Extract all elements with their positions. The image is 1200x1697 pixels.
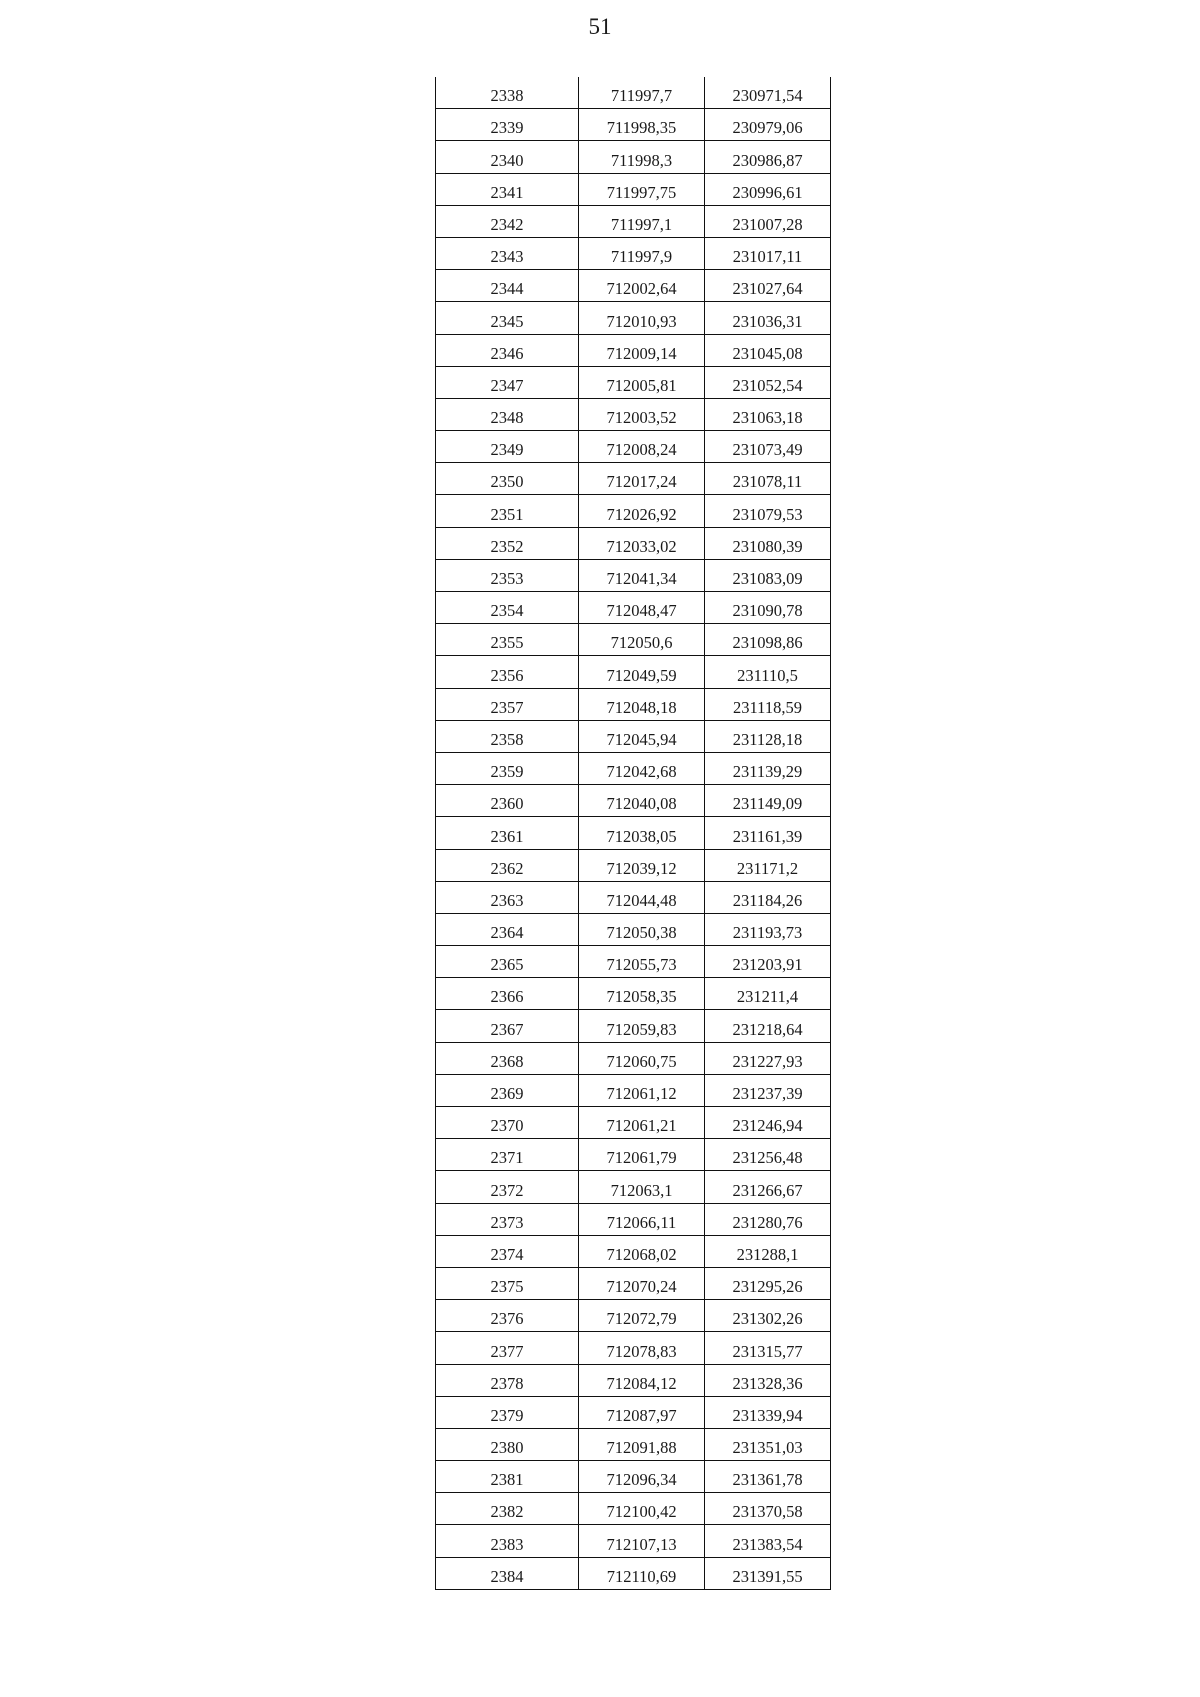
point-number-cell: 2355 <box>436 624 579 656</box>
y-coordinate-cell: 231302,26 <box>705 1300 831 1332</box>
table-row <box>436 1557 831 1589</box>
point-number-cell: 2348 <box>436 398 579 430</box>
y-coordinate-cell: 231139,29 <box>705 752 831 784</box>
point-number-cell: 2361 <box>436 817 579 849</box>
x-coordinate-cell: 712040,08 <box>579 785 705 817</box>
table-row <box>436 946 831 978</box>
point-number-cell: 2375 <box>436 1267 579 1299</box>
table-row <box>436 1235 831 1267</box>
x-coordinate-cell: 712061,12 <box>579 1074 705 1106</box>
table-row <box>436 431 831 463</box>
y-coordinate-cell: 230971,54 <box>705 77 831 109</box>
point-number-cell: 2368 <box>436 1042 579 1074</box>
table-row <box>436 1396 831 1428</box>
table-row <box>436 1493 831 1525</box>
x-coordinate-cell: 712005,81 <box>579 366 705 398</box>
point-number-cell: 2384 <box>436 1557 579 1589</box>
table-row <box>436 205 831 237</box>
table-row <box>436 720 831 752</box>
table-row <box>436 1042 831 1074</box>
point-number-cell: 2356 <box>436 656 579 688</box>
y-coordinate-cell: 230979,06 <box>705 109 831 141</box>
point-number-cell: 2351 <box>436 495 579 527</box>
y-coordinate-cell: 231211,4 <box>705 978 831 1010</box>
table-row <box>436 1300 831 1332</box>
y-coordinate-cell: 230996,61 <box>705 173 831 205</box>
x-coordinate-cell: 712038,05 <box>579 817 705 849</box>
point-number-cell: 2347 <box>436 366 579 398</box>
x-coordinate-cell: 712084,12 <box>579 1364 705 1396</box>
point-number-cell: 2341 <box>436 173 579 205</box>
table-row <box>436 463 831 495</box>
x-coordinate-cell: 712066,11 <box>579 1203 705 1235</box>
y-coordinate-cell: 231171,2 <box>705 849 831 881</box>
y-coordinate-cell: 231080,39 <box>705 527 831 559</box>
y-coordinate-cell: 231184,26 <box>705 881 831 913</box>
table-row <box>436 527 831 559</box>
x-coordinate-cell: 712061,79 <box>579 1139 705 1171</box>
x-coordinate-cell: 712087,97 <box>579 1396 705 1428</box>
x-coordinate-cell: 711997,9 <box>579 237 705 269</box>
x-coordinate-cell: 712096,34 <box>579 1461 705 1493</box>
y-coordinate-cell: 231052,54 <box>705 366 831 398</box>
point-number-cell: 2360 <box>436 785 579 817</box>
x-coordinate-cell: 712110,69 <box>579 1557 705 1589</box>
table-row <box>436 302 831 334</box>
y-coordinate-cell: 231090,78 <box>705 592 831 624</box>
y-coordinate-cell: 231193,73 <box>705 913 831 945</box>
point-number-cell: 2349 <box>436 431 579 463</box>
coordinates-table <box>435 77 831 1590</box>
table-row <box>436 913 831 945</box>
table-row <box>436 1364 831 1396</box>
x-coordinate-cell: 712048,18 <box>579 688 705 720</box>
point-number-cell: 2363 <box>436 881 579 913</box>
table-row <box>436 77 831 109</box>
point-number-cell: 2366 <box>436 978 579 1010</box>
x-coordinate-cell: 711997,7 <box>579 77 705 109</box>
x-coordinate-cell: 712033,02 <box>579 527 705 559</box>
x-coordinate-cell: 712050,6 <box>579 624 705 656</box>
y-coordinate-cell: 231063,18 <box>705 398 831 430</box>
table-row <box>436 559 831 591</box>
x-coordinate-cell: 711998,3 <box>579 141 705 173</box>
x-coordinate-cell: 712010,93 <box>579 302 705 334</box>
x-coordinate-cell: 712041,34 <box>579 559 705 591</box>
y-coordinate-cell: 231007,28 <box>705 205 831 237</box>
table-row <box>436 1074 831 1106</box>
x-coordinate-cell: 712058,35 <box>579 978 705 1010</box>
y-coordinate-cell: 231391,55 <box>705 1557 831 1589</box>
point-number-cell: 2354 <box>436 592 579 624</box>
table-row <box>436 1267 831 1299</box>
y-coordinate-cell: 230986,87 <box>705 141 831 173</box>
y-coordinate-cell: 231227,93 <box>705 1042 831 1074</box>
x-coordinate-cell: 712050,38 <box>579 913 705 945</box>
table-row <box>436 881 831 913</box>
x-coordinate-cell: 711998,35 <box>579 109 705 141</box>
y-coordinate-cell: 231073,49 <box>705 431 831 463</box>
y-coordinate-cell: 231370,58 <box>705 1493 831 1525</box>
table-row <box>436 141 831 173</box>
table-row <box>436 270 831 302</box>
table-row <box>436 334 831 366</box>
x-coordinate-cell: 712100,42 <box>579 1493 705 1525</box>
table-row <box>436 1525 831 1557</box>
y-coordinate-cell: 231266,67 <box>705 1171 831 1203</box>
point-number-cell: 2376 <box>436 1300 579 1332</box>
x-coordinate-cell: 712008,24 <box>579 431 705 463</box>
x-coordinate-cell: 712091,88 <box>579 1428 705 1460</box>
y-coordinate-cell: 231237,39 <box>705 1074 831 1106</box>
table-row <box>436 592 831 624</box>
x-coordinate-cell: 712072,79 <box>579 1300 705 1332</box>
table-row <box>436 1010 831 1042</box>
y-coordinate-cell: 231078,11 <box>705 463 831 495</box>
point-number-cell: 2350 <box>436 463 579 495</box>
point-number-cell: 2340 <box>436 141 579 173</box>
x-coordinate-cell: 712044,48 <box>579 881 705 913</box>
y-coordinate-cell: 231118,59 <box>705 688 831 720</box>
x-coordinate-cell: 712017,24 <box>579 463 705 495</box>
x-coordinate-cell: 711997,75 <box>579 173 705 205</box>
table-row <box>436 817 831 849</box>
point-number-cell: 2379 <box>436 1396 579 1428</box>
x-coordinate-cell: 712048,47 <box>579 592 705 624</box>
y-coordinate-cell: 231315,77 <box>705 1332 831 1364</box>
point-number-cell: 2371 <box>436 1139 579 1171</box>
table-row <box>436 752 831 784</box>
y-coordinate-cell: 231128,18 <box>705 720 831 752</box>
x-coordinate-cell: 712078,83 <box>579 1332 705 1364</box>
table-row <box>436 366 831 398</box>
x-coordinate-cell: 712055,73 <box>579 946 705 978</box>
x-coordinate-cell: 712002,64 <box>579 270 705 302</box>
point-number-cell: 2352 <box>436 527 579 559</box>
x-coordinate-cell: 712026,92 <box>579 495 705 527</box>
table-row <box>436 495 831 527</box>
y-coordinate-cell: 231361,78 <box>705 1461 831 1493</box>
table-row <box>436 109 831 141</box>
y-coordinate-cell: 231027,64 <box>705 270 831 302</box>
table-row <box>436 624 831 656</box>
table-row <box>436 688 831 720</box>
table-row <box>436 398 831 430</box>
y-coordinate-cell: 231295,26 <box>705 1267 831 1299</box>
point-number-cell: 2346 <box>436 334 579 366</box>
y-coordinate-cell: 231351,03 <box>705 1428 831 1460</box>
point-number-cell: 2342 <box>436 205 579 237</box>
point-number-cell: 2343 <box>436 237 579 269</box>
y-coordinate-cell: 231098,86 <box>705 624 831 656</box>
y-coordinate-cell: 231203,91 <box>705 946 831 978</box>
table-row <box>436 1171 831 1203</box>
y-coordinate-cell: 231339,94 <box>705 1396 831 1428</box>
point-number-cell: 2344 <box>436 270 579 302</box>
point-number-cell: 2373 <box>436 1203 579 1235</box>
y-coordinate-cell: 231036,31 <box>705 302 831 334</box>
x-coordinate-cell: 712045,94 <box>579 720 705 752</box>
x-coordinate-cell: 712061,21 <box>579 1107 705 1139</box>
point-number-cell: 2370 <box>436 1107 579 1139</box>
point-number-cell: 2372 <box>436 1171 579 1203</box>
table-row <box>436 785 831 817</box>
x-coordinate-cell: 712042,68 <box>579 752 705 784</box>
x-coordinate-cell: 712060,75 <box>579 1042 705 1074</box>
point-number-cell: 2345 <box>436 302 579 334</box>
table-row <box>436 1107 831 1139</box>
y-coordinate-cell: 231079,53 <box>705 495 831 527</box>
x-coordinate-cell: 712068,02 <box>579 1235 705 1267</box>
point-number-cell: 2377 <box>436 1332 579 1364</box>
x-coordinate-cell: 711997,1 <box>579 205 705 237</box>
x-coordinate-cell: 712070,24 <box>579 1267 705 1299</box>
y-coordinate-cell: 231083,09 <box>705 559 831 591</box>
table-row <box>436 173 831 205</box>
table-row <box>436 849 831 881</box>
y-coordinate-cell: 231110,5 <box>705 656 831 688</box>
table-row <box>436 237 831 269</box>
y-coordinate-cell: 231246,94 <box>705 1107 831 1139</box>
y-coordinate-cell: 231383,54 <box>705 1525 831 1557</box>
y-coordinate-cell: 231045,08 <box>705 334 831 366</box>
point-number-cell: 2374 <box>436 1235 579 1267</box>
y-coordinate-cell: 231256,48 <box>705 1139 831 1171</box>
point-number-cell: 2383 <box>436 1525 579 1557</box>
point-number-cell: 2353 <box>436 559 579 591</box>
x-coordinate-cell: 712063,1 <box>579 1171 705 1203</box>
table-row <box>436 1428 831 1460</box>
table-row <box>436 1139 831 1171</box>
x-coordinate-cell: 712107,13 <box>579 1525 705 1557</box>
point-number-cell: 2359 <box>436 752 579 784</box>
y-coordinate-cell: 231149,09 <box>705 785 831 817</box>
x-coordinate-cell: 712009,14 <box>579 334 705 366</box>
point-number-cell: 2357 <box>436 688 579 720</box>
y-coordinate-cell: 231017,11 <box>705 237 831 269</box>
table-row <box>436 656 831 688</box>
table-row <box>436 978 831 1010</box>
point-number-cell: 2365 <box>436 946 579 978</box>
x-coordinate-cell: 712003,52 <box>579 398 705 430</box>
table-row <box>436 1461 831 1493</box>
coordinates-table-container <box>435 77 831 1590</box>
point-number-cell: 2338 <box>436 77 579 109</box>
y-coordinate-cell: 231288,1 <box>705 1235 831 1267</box>
point-number-cell: 2362 <box>436 849 579 881</box>
x-coordinate-cell: 712059,83 <box>579 1010 705 1042</box>
x-coordinate-cell: 712039,12 <box>579 849 705 881</box>
point-number-cell: 2358 <box>436 720 579 752</box>
y-coordinate-cell: 231328,36 <box>705 1364 831 1396</box>
coordinates-table-body <box>436 77 831 1589</box>
x-coordinate-cell: 712049,59 <box>579 656 705 688</box>
point-number-cell: 2364 <box>436 913 579 945</box>
point-number-cell: 2339 <box>436 109 579 141</box>
y-coordinate-cell: 231218,64 <box>705 1010 831 1042</box>
y-coordinate-cell: 231161,39 <box>705 817 831 849</box>
point-number-cell: 2381 <box>436 1461 579 1493</box>
point-number-cell: 2382 <box>436 1493 579 1525</box>
y-coordinate-cell: 231280,76 <box>705 1203 831 1235</box>
point-number-cell: 2367 <box>436 1010 579 1042</box>
table-row <box>436 1203 831 1235</box>
page-number: 51 <box>588 14 612 39</box>
point-number-cell: 2378 <box>436 1364 579 1396</box>
point-number-cell: 2380 <box>436 1428 579 1460</box>
table-row <box>436 1332 831 1364</box>
point-number-cell: 2369 <box>436 1074 579 1106</box>
